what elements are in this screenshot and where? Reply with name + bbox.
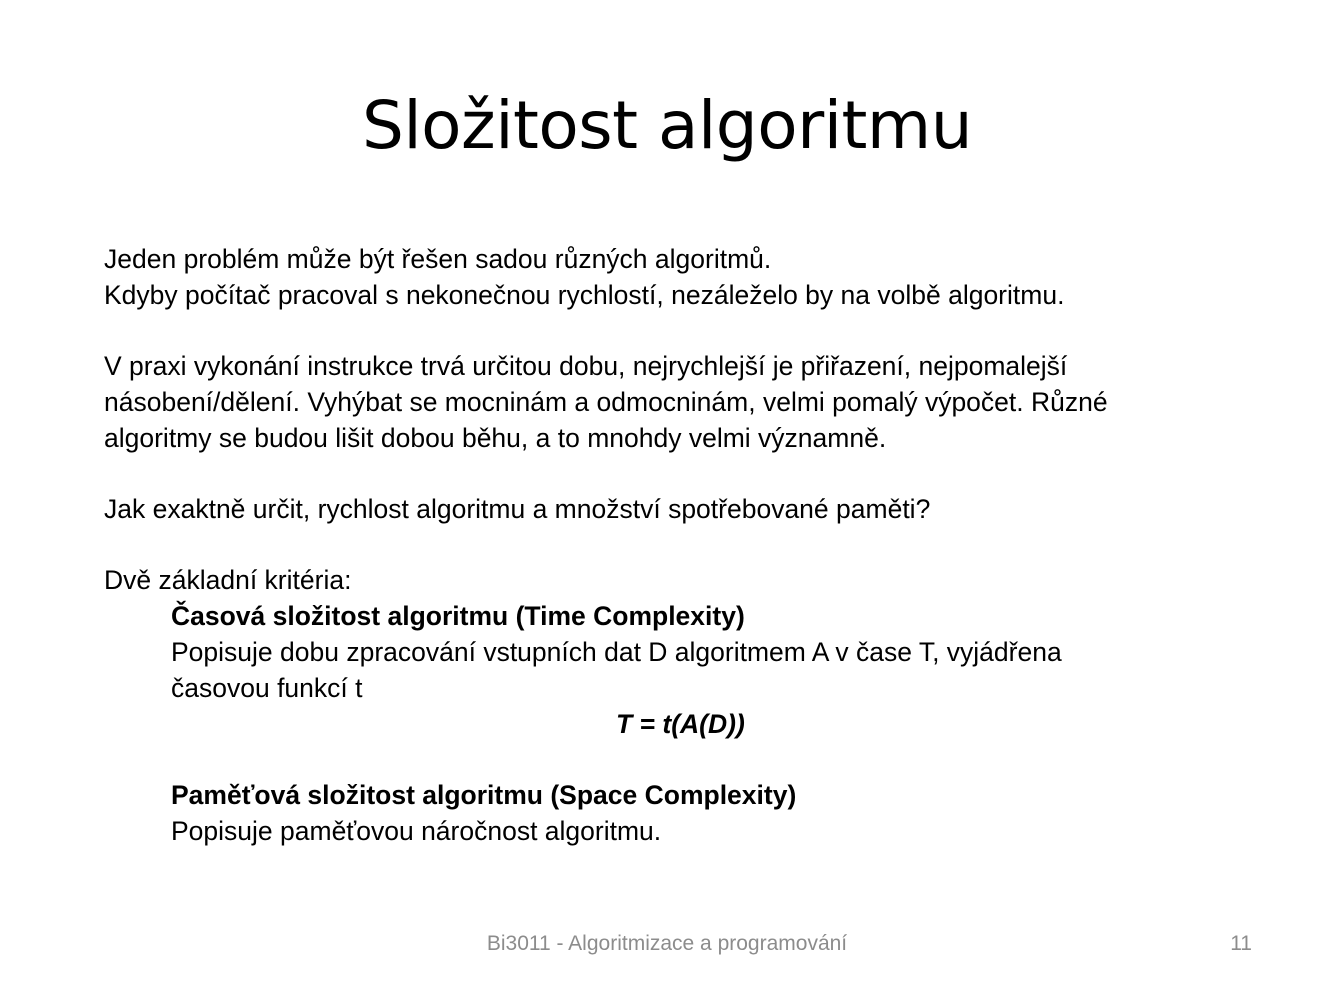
slide-body [104,241,1304,849]
spacer [104,313,1304,348]
footer-course: Bi3011 - Algoritmizace a programování [486,932,848,955]
spacer [104,527,1304,562]
criteria-intro: Dvě základní kritéria: [104,565,352,595]
time-complexity-formula: T = t(A(D)) [616,709,745,739]
paragraph-line: násobení/dělení. Vyhýbat se mocninám a odmocninám, velmi pomalý výpočet. Různé [104,387,1108,417]
paragraph-line: Kdyby počítač pracoval s nekonečnou rychlostí, nezáleželo by na volbě algoritmu. [104,280,1065,310]
paragraph-line: Jeden problém může být řešen sadou různých algoritmů. [104,244,772,274]
paragraph-line: V praxi vykonání instrukce trvá určitou dobu, nejrychlejší je přiřazení, nejpomalejší [104,351,1068,381]
spacer [104,456,1304,491]
space-complexity-heading: Paměťová složitost algoritmu (Space Complexity) [171,780,797,810]
time-complexity-heading: Časová složitost algoritmu (Time Complexity) [171,601,745,631]
page-number: 11 [1230,932,1252,955]
time-complexity-desc: Popisuje dobu zpracování vstupních dat D algoritmem A v čase T, vyjádřena [171,637,1062,667]
paragraph-line: algoritmy se budou lišit dobou běhu, a to mnohdy velmi významně. [104,423,887,453]
space-complexity-desc: Popisuje paměťovou náročnost algoritmu. [171,816,662,846]
spacer [104,742,1304,777]
slide-title: Složitost algoritmu [361,87,973,164]
paragraph-line: Jak exaktně určit, rychlost algoritmu a množství spotřebované paměti? [104,494,931,524]
time-complexity-desc: časovou funkcí t [171,673,363,703]
